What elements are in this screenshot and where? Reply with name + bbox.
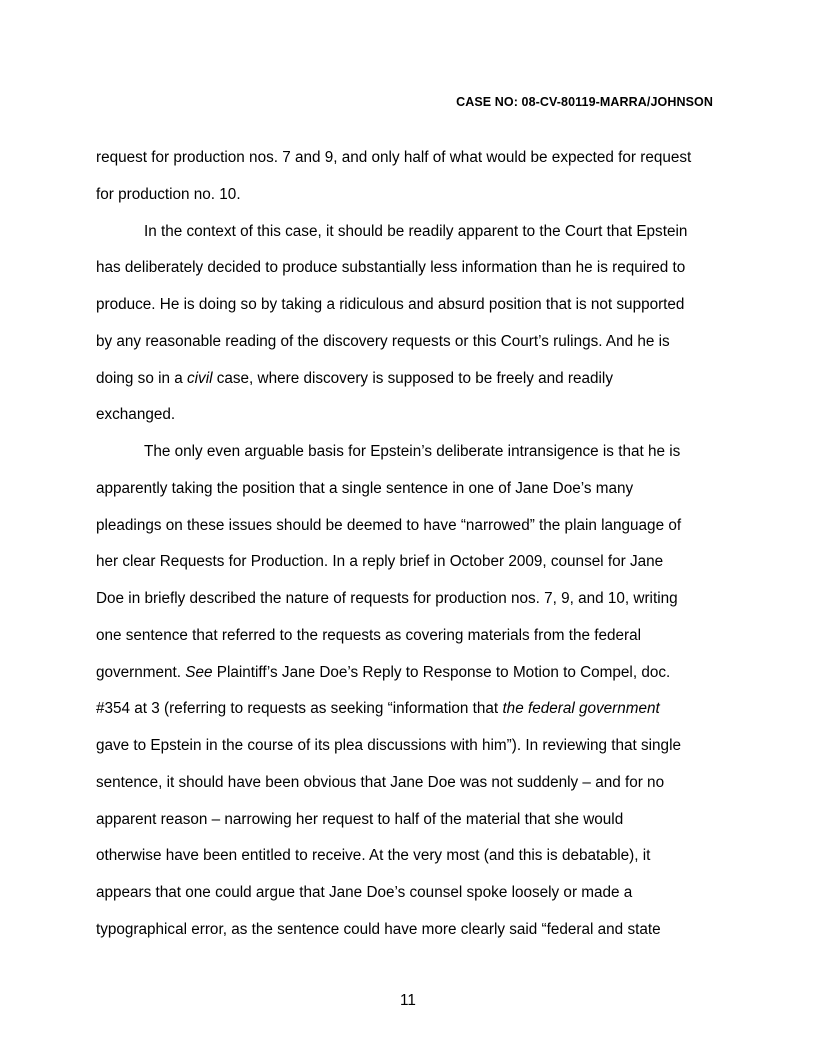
body-line	[96, 884, 632, 902]
italic-text: See	[185, 663, 213, 681]
text-segment: Plaintiff’s Jane Doe’s Reply to Response to Motion to Compel, doc.	[212, 663, 671, 681]
text-segment: gave to Epstein in the course of its plea discussions with him”). In reviewing that single	[96, 737, 681, 754]
text-segment: sentence, it should have been obvious that Jane Doe was not suddenly – and for no	[96, 773, 665, 791]
text-segment: case, where discovery is supposed to be freely and readily	[212, 369, 613, 387]
body-line	[96, 186, 241, 204]
text-segment: doing so in a	[96, 369, 187, 387]
text-segment: her clear Requests for Production. In a reply brief in October 2009, counsel for Jane	[96, 553, 664, 571]
body-line	[96, 517, 681, 535]
text-segment: apparently taking the position that a single sentence in one of Jane Doe’s many	[96, 479, 634, 497]
text-segment: otherwise have been entitled to receive. At the very most (and this is debatable), it	[96, 847, 651, 865]
body-line	[96, 664, 670, 682]
case-number-header: CASE NO: 08-CV-80119-MARRA/JOHNSON	[456, 95, 713, 109]
body-line	[96, 737, 681, 755]
body-line	[96, 259, 685, 277]
body-line	[96, 149, 691, 167]
text-segment: by any reasonable reading of the discovery requests or this Court’s rulings. And he is	[96, 332, 670, 350]
body-line	[96, 590, 678, 608]
text-segment: produce. He is doing so by taking a ridiculous and absurd position that is not supported	[96, 296, 685, 313]
body-line	[144, 223, 687, 241]
text-segment: #354 at 3 (referring to requests as seeking “information that	[96, 700, 503, 718]
body-line	[144, 443, 680, 461]
body-line	[96, 921, 661, 939]
body-line	[96, 627, 641, 645]
body-line	[96, 370, 613, 388]
text-segment: government.	[96, 663, 186, 681]
text-segment: In the context of this case, it should be readily apparent to the Court that Epstein	[144, 222, 688, 240]
italic-text: the federal government	[502, 700, 660, 718]
body-line	[96, 774, 664, 792]
text-segment: request for production nos. 7 and 9, and only half of what would be expected for request	[96, 149, 692, 166]
page-number: 11	[400, 992, 416, 1009]
text-segment: has deliberately decided to produce substantially less information than he is required to	[96, 259, 686, 277]
body-line	[96, 406, 175, 424]
text-segment: one sentence that referred to the requests as covering materials from the federal	[96, 626, 642, 644]
text-segment: pleadings on these issues should be deemed to have “narrowed” the plain language of	[96, 516, 682, 534]
text-segment: The only even arguable basis for Epstein’s deliberate intransigence is that he is	[144, 443, 681, 460]
text-segment: exchanged.	[96, 406, 176, 424]
text-segment: Doe in briefly described the nature of requests for production nos. 7, 9, and 10, writing	[96, 590, 678, 607]
body-line	[96, 333, 670, 351]
body-line	[96, 480, 633, 498]
text-segment: for production no. 10.	[96, 185, 241, 203]
text-segment: typographical error, as the sentence could have more clearly said “federal and state	[96, 920, 661, 938]
body-line	[96, 811, 623, 829]
text-segment: appears that one could argue that Jane Doe’s counsel spoke loosely or made a	[96, 884, 633, 901]
body-line	[96, 847, 650, 865]
body-line	[96, 296, 684, 314]
body-line	[96, 553, 663, 571]
text-segment: apparent reason – narrowing her request to half of the material that she would	[96, 810, 624, 828]
body-line	[96, 700, 660, 718]
italic-text: civil	[187, 369, 213, 387]
